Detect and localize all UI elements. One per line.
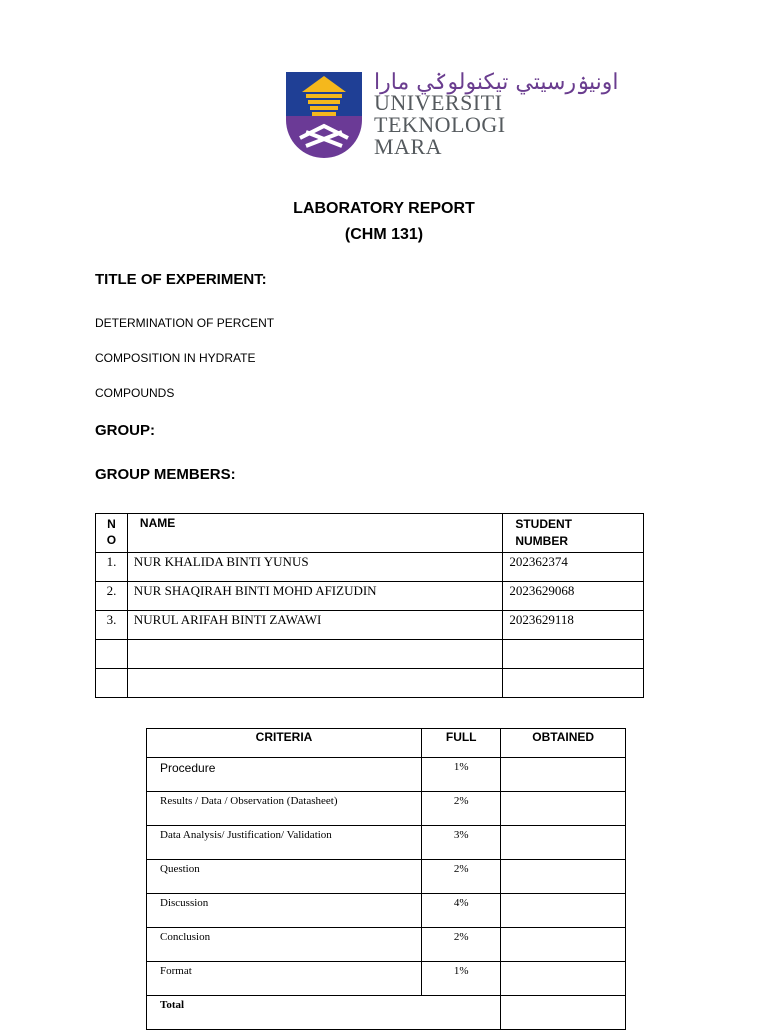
criteria-obtained-cell bbox=[501, 928, 626, 962]
total-label-cell: Total bbox=[147, 996, 501, 1030]
member-student-number-cell bbox=[503, 669, 644, 698]
member-student-number-cell: 202362374 bbox=[503, 553, 644, 582]
criteria-full-cell: 2% bbox=[422, 792, 501, 826]
no-column-header: N O bbox=[96, 514, 128, 553]
report-title-line-2: (CHM 131) bbox=[344, 226, 424, 243]
member-no-cell bbox=[96, 669, 128, 698]
table-row bbox=[96, 611, 644, 640]
experiment-title-line-1: DETERMINATION OF PERCENT bbox=[95, 316, 275, 330]
table-row bbox=[147, 758, 626, 792]
total-row bbox=[147, 996, 626, 1030]
total-obtained-cell bbox=[501, 996, 626, 1030]
experiment-heading: TITLE OF EXPERIMENT: bbox=[95, 271, 267, 288]
criteria-column-header: CRITERIA bbox=[147, 729, 422, 758]
criteria-full-cell: 2% bbox=[422, 928, 501, 962]
criteria-obtained-cell bbox=[501, 758, 626, 792]
member-name-cell: NUR SHAQIRAH BINTI MOHD AFIZUDIN bbox=[127, 582, 502, 611]
criteria-table bbox=[146, 728, 626, 1030]
table-row bbox=[147, 860, 626, 894]
member-student-number-cell: 2023629118 bbox=[503, 611, 644, 640]
criteria-label-cell: Discussion bbox=[147, 894, 422, 928]
report-title-line-1: LABORATORY REPORT bbox=[293, 200, 475, 217]
member-student-number-cell bbox=[503, 640, 644, 669]
criteria-obtained-cell bbox=[501, 792, 626, 826]
table-row bbox=[147, 792, 626, 826]
criteria-full-cell: 4% bbox=[422, 894, 501, 928]
name-column-header: NAME bbox=[127, 514, 502, 553]
table-row bbox=[96, 640, 644, 669]
member-no-cell: 1. bbox=[96, 553, 128, 582]
criteria-label-cell: Conclusion bbox=[147, 928, 422, 962]
experiment-title-line-3: COMPOUNDS bbox=[95, 386, 175, 400]
member-no-cell bbox=[96, 640, 128, 669]
criteria-full-cell: 1% bbox=[422, 758, 501, 792]
member-student-number-cell: 2023629068 bbox=[503, 582, 644, 611]
criteria-label-cell: Results / Data / Observation (Datasheet) bbox=[147, 792, 422, 826]
criteria-full-cell: 1% bbox=[422, 962, 501, 996]
student-number-column-header: STUDENT NUMBER bbox=[503, 514, 644, 553]
table-row bbox=[96, 553, 644, 582]
obtained-column-header: OBTAINED bbox=[501, 729, 626, 758]
group-heading: GROUP: bbox=[95, 422, 155, 439]
criteria-obtained-cell bbox=[501, 962, 626, 996]
logo-line-3: MARA bbox=[374, 134, 443, 159]
table-row bbox=[147, 962, 626, 996]
report-title bbox=[0, 196, 768, 248]
member-no-cell: 3. bbox=[96, 611, 128, 640]
criteria-label-cell: Format bbox=[147, 962, 422, 996]
criteria-obtained-cell bbox=[501, 860, 626, 894]
logo-line-1: UNIVERSITI bbox=[374, 90, 503, 115]
group-members-heading: GROUP MEMBERS: bbox=[95, 466, 236, 483]
member-name-cell bbox=[127, 640, 502, 669]
criteria-obtained-cell bbox=[501, 826, 626, 860]
logo-line-2: TEKNOLOGI bbox=[374, 112, 506, 137]
member-no-cell: 2. bbox=[96, 582, 128, 611]
logo-arabic-text: اونيۏرسيتي تيكنولوݢي مارا bbox=[374, 70, 619, 95]
uitm-crest-icon bbox=[286, 72, 362, 160]
members-header-row bbox=[96, 514, 644, 553]
table-row bbox=[96, 669, 644, 698]
group-members-table bbox=[95, 513, 644, 698]
member-name-cell bbox=[127, 669, 502, 698]
member-name-cell: NURUL ARIFAH BINTI ZAWAWI bbox=[127, 611, 502, 640]
university-logo bbox=[286, 70, 619, 162]
full-column-header: FULL bbox=[422, 729, 501, 758]
criteria-header-row bbox=[147, 729, 626, 758]
criteria-label-cell: Question bbox=[147, 860, 422, 894]
member-name-cell: NUR KHALIDA BINTI YUNUS bbox=[127, 553, 502, 582]
table-row bbox=[147, 928, 626, 962]
experiment-title-line-2: COMPOSITION IN HYDRATE bbox=[95, 351, 256, 365]
table-row bbox=[147, 826, 626, 860]
criteria-label-cell: Procedure bbox=[147, 758, 422, 792]
criteria-obtained-cell bbox=[501, 894, 626, 928]
table-row bbox=[147, 894, 626, 928]
logo-wordmark bbox=[374, 92, 506, 158]
criteria-full-cell: 2% bbox=[422, 860, 501, 894]
criteria-label-cell: Data Analysis/ Justification/ Validation bbox=[147, 826, 422, 860]
table-row bbox=[96, 582, 644, 611]
criteria-full-cell: 3% bbox=[422, 826, 501, 860]
